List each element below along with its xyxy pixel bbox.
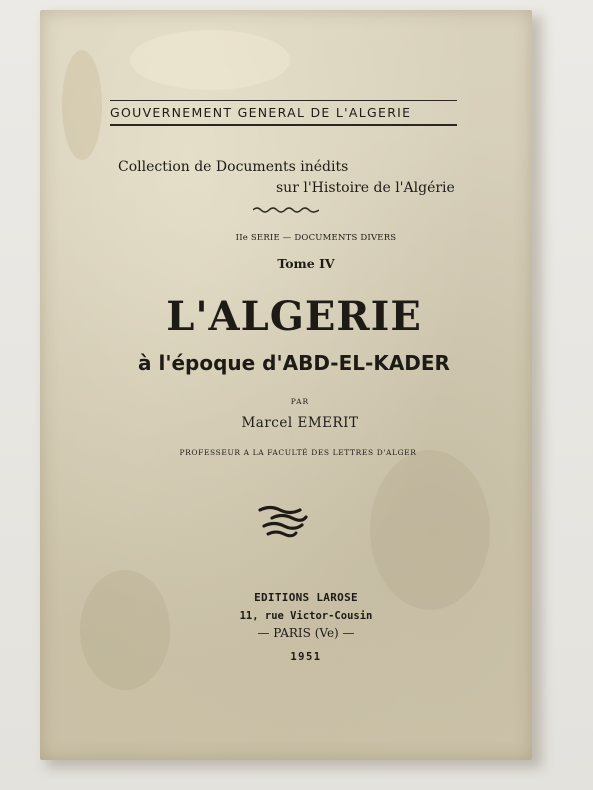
cover-stain bbox=[370, 450, 490, 610]
book-title: L'ALGERIE bbox=[166, 293, 422, 340]
author-name: Marcel EMERIT bbox=[241, 415, 359, 431]
cover-stain bbox=[62, 50, 102, 160]
collection-line-2: sur l'Histoire de l'Algérie bbox=[276, 180, 455, 196]
publisher-name: EDITIONS LAROSE bbox=[254, 591, 358, 604]
tome-label: Tome IV bbox=[277, 256, 335, 271]
top-rule bbox=[110, 100, 457, 101]
book-cover bbox=[40, 10, 532, 760]
publisher-city: — PARIS (Ve) — bbox=[257, 626, 355, 640]
collection-line-1: Collection de Documents inédits bbox=[118, 159, 349, 175]
cover-stain bbox=[130, 30, 290, 90]
author-title: PROFESSEUR A LA FACULTÉ DES LETTRES D'ALGER bbox=[179, 448, 417, 457]
publisher-logo-icon bbox=[256, 504, 308, 542]
series-label: IIe SERIE — DOCUMENTS DIVERS bbox=[235, 233, 397, 243]
header-rule bbox=[110, 124, 457, 126]
par-label: PAR bbox=[290, 397, 310, 406]
government-heading: GOUVERNEMENT GENERAL DE L'ALGERIE bbox=[110, 105, 412, 120]
publication-year: 1951 bbox=[290, 651, 322, 663]
publisher-address: 11, rue Victor-Cousin bbox=[239, 610, 373, 622]
book-subtitle: à l'époque d'ABD-EL-KADER bbox=[138, 351, 450, 375]
ornament-icon bbox=[253, 206, 319, 214]
